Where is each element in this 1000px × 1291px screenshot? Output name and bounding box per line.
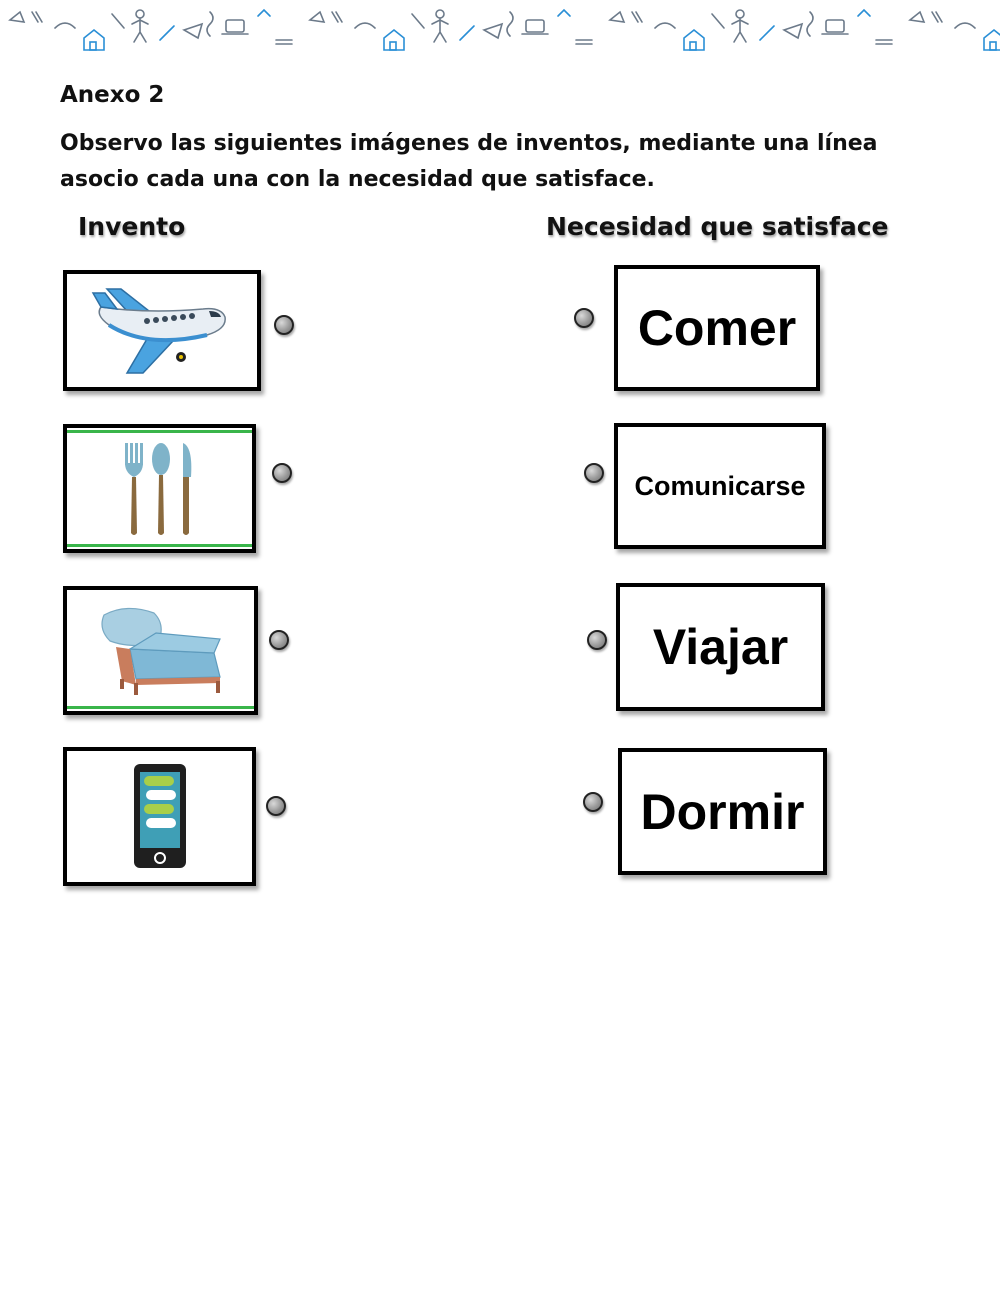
need-label: Dormir bbox=[640, 783, 805, 840]
school-doodles-icon bbox=[0, 0, 1000, 58]
left-connector-dot[interactable] bbox=[274, 315, 294, 335]
need-card-viajar[interactable] bbox=[616, 583, 825, 711]
instructions: Observo las siguientes imágenes de inventos, mediante una línea asocio cada una con la necesidad que satisface. bbox=[60, 131, 878, 192]
right-connector-dot[interactable] bbox=[587, 630, 607, 650]
need-label: Comer bbox=[637, 300, 797, 356]
smartphone-icon bbox=[130, 762, 190, 872]
invention-card-bed[interactable] bbox=[63, 586, 258, 715]
column-heading-necesidad: Necesidad que satisface bbox=[546, 212, 889, 241]
need-label: Viajar bbox=[652, 619, 789, 675]
decorative-green-line bbox=[67, 430, 252, 433]
decorative-banner bbox=[0, 0, 1000, 58]
left-connector-dot[interactable] bbox=[266, 796, 286, 816]
airplane-icon bbox=[87, 281, 237, 381]
invention-card-cutlery[interactable] bbox=[63, 424, 256, 553]
left-connector-dot[interactable] bbox=[269, 630, 289, 650]
bed-icon bbox=[96, 603, 226, 698]
right-connector-dot[interactable] bbox=[584, 463, 604, 483]
right-connector-dot[interactable] bbox=[583, 792, 603, 812]
right-connector-dot[interactable] bbox=[574, 308, 594, 328]
column-heading-invento: Invento bbox=[78, 212, 186, 241]
decorative-green-line bbox=[67, 706, 254, 709]
invention-card-smartphone[interactable] bbox=[63, 747, 256, 886]
need-card-comunicarse[interactable] bbox=[614, 423, 826, 549]
decorative-green-line bbox=[67, 544, 252, 547]
need-card-comer[interactable] bbox=[614, 265, 820, 391]
invention-card-airplane[interactable] bbox=[63, 270, 261, 391]
need-label: Comunicarse bbox=[634, 470, 806, 501]
cutlery-icon bbox=[115, 439, 205, 539]
annex-title: Anexo 2 bbox=[60, 82, 165, 108]
left-connector-dot[interactable] bbox=[272, 463, 292, 483]
need-card-dormir[interactable] bbox=[618, 748, 827, 875]
